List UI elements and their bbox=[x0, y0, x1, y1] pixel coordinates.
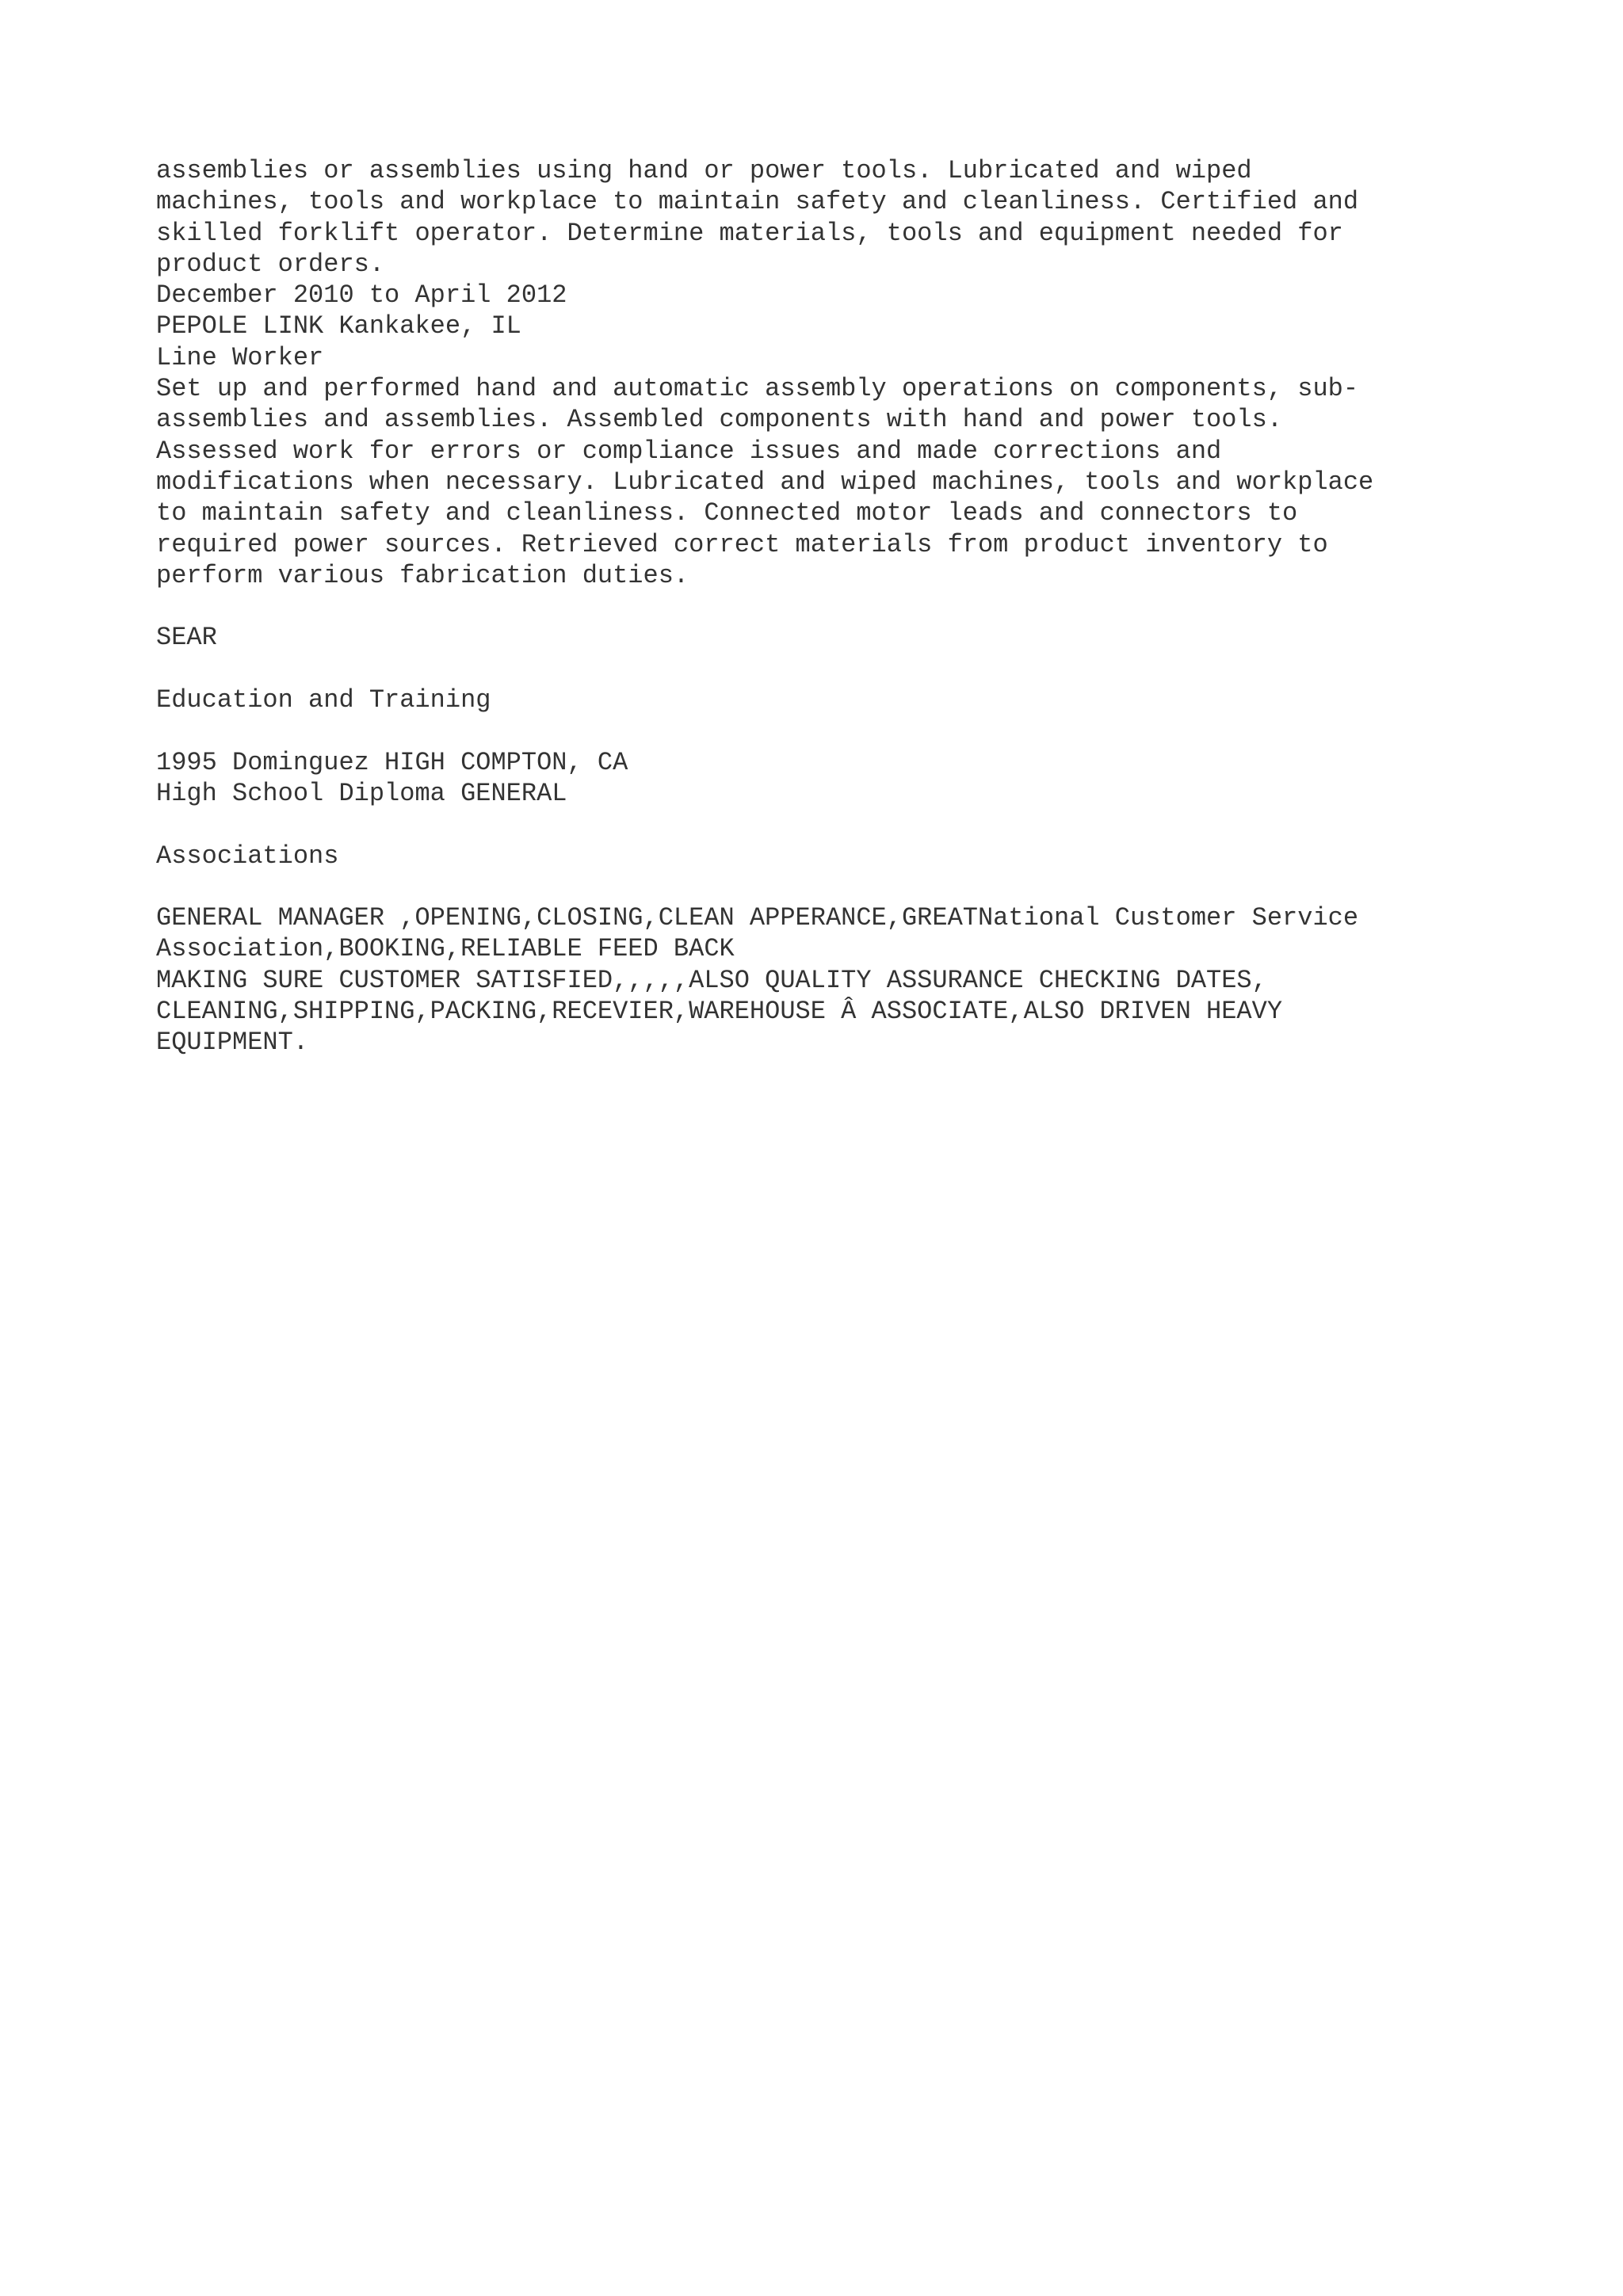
job-title: Line Worker bbox=[156, 342, 324, 372]
associations-text-line: GENERAL MANAGER ,OPENING,CLOSING,CLEAN APPERANCE,GREATNational Customer Service bbox=[156, 903, 1359, 933]
associations-text-line: MAKING SURE CUSTOMER SATISFIED,,,,,ALSO QUALITY ASSURANCE CHECKING DATES, bbox=[156, 965, 1267, 995]
blank-line bbox=[156, 809, 1503, 840]
associations-text-line: EQUIPMENT. bbox=[156, 1028, 309, 1058]
sear-label: SEAR bbox=[156, 623, 217, 653]
education-school: 1995 Dominguez HIGH COMPTON, CA bbox=[156, 747, 628, 777]
resume-body bbox=[156, 155, 1503, 1058]
job-description-line: perform various fabrication duties. bbox=[156, 560, 689, 590]
job-description-line: modifications when necessary. Lubricated and wiped machines, tools and workplace bbox=[156, 467, 1374, 497]
associations-heading: Associations bbox=[156, 841, 339, 871]
blank-line bbox=[156, 654, 1503, 685]
experience-text-line: assemblies or assemblies using hand or power tools. Lubricated and wiped bbox=[156, 156, 1252, 185]
associations-text-line: Association,BOOKING,RELIABLE FEED BACK bbox=[156, 934, 735, 964]
job-dates: December 2010 to April 2012 bbox=[156, 280, 567, 311]
education-diploma: High School Diploma GENERAL bbox=[156, 778, 567, 808]
job-company: PEPOLE LINK Kankakee, IL bbox=[156, 311, 521, 341]
job-description-line: Set up and performed hand and automatic assembly operations on components, sub- bbox=[156, 374, 1359, 404]
blank-line bbox=[156, 871, 1503, 902]
blank-line bbox=[156, 715, 1503, 746]
experience-text-line: skilled forklift operator. Determine materials, tools and equipment needed for bbox=[156, 218, 1343, 248]
education-heading: Education and Training bbox=[156, 685, 491, 715]
job-description-line: Assessed work for errors or compliance issues and made corrections and bbox=[156, 436, 1222, 466]
job-description-line: required power sources. Retrieved correct materials from product inventory to bbox=[156, 529, 1328, 559]
experience-text-line: machines, tools and workplace to maintain safety and cleanliness. Certified and bbox=[156, 187, 1359, 217]
job-description-line: assemblies and assemblies. Assembled components with hand and power tools. bbox=[156, 405, 1283, 435]
experience-text-line: product orders. bbox=[156, 249, 385, 279]
associations-text-line: CLEANING,SHIPPING,PACKING,RECEVIER,WAREHOUSE Â ASSOCIATE,ALSO DRIVEN HEAVY bbox=[156, 997, 1283, 1027]
blank-line bbox=[156, 591, 1503, 622]
job-description-line: to maintain safety and cleanliness. Connected motor leads and connectors to bbox=[156, 498, 1298, 528]
